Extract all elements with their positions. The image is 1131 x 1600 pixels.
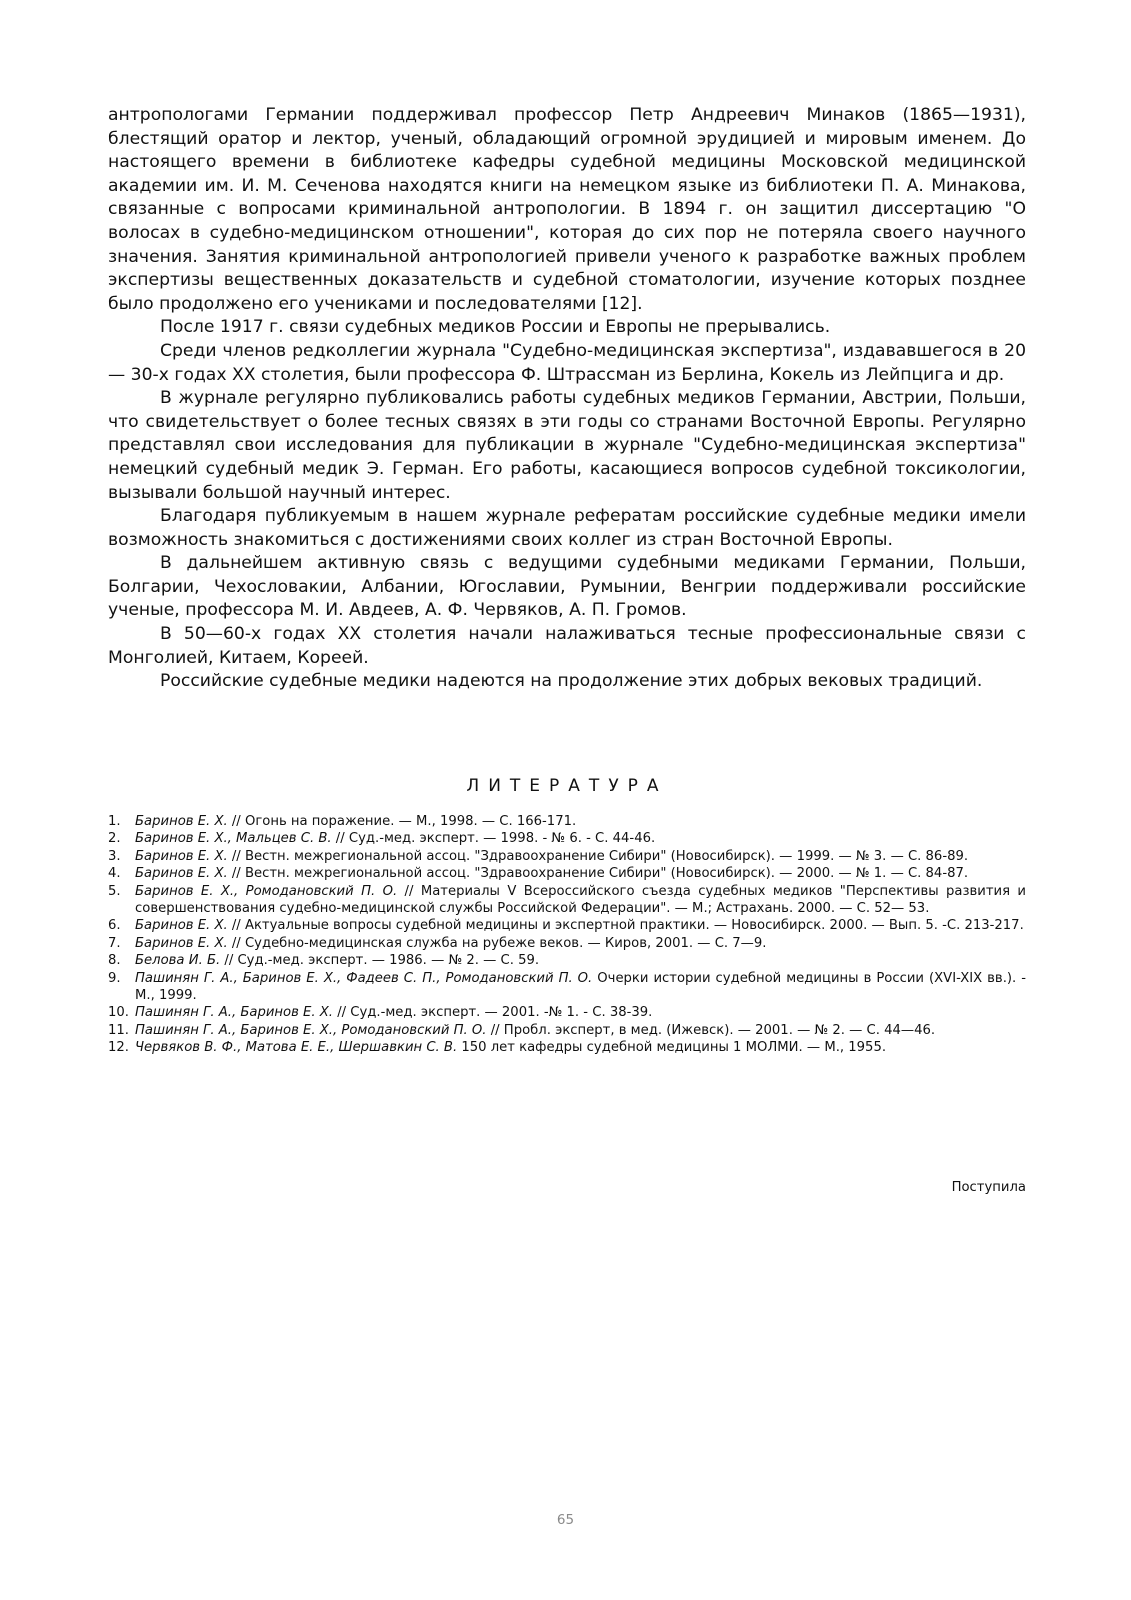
reference-item [108,1022,1026,1039]
reference-text: // Пробл. эксперт, в мед. (Ижевск). — 2001. — № 2. — С. 44—46. [486,1022,936,1038]
reference-text: // Материалы V Всероссийского съезда судебных медиков "Перспективы развития и совершенствования судебно-медицинской службы Российской Федерации". — М.; Астрахань. 2000. — С. 52— 53. [135,883,1026,917]
paragraph: Благодаря публикуемым в нашем журнале рефератам российские судебные медики имели возможность знакомиться с достижениями своих коллег из стран Восточной Европы. [108,506,1026,550]
reference-item [108,935,1026,952]
references-list [108,813,1026,1057]
reference-text: // Суд.-мед. эксперт. — 1986. — № 2. — С. 59. [220,953,540,969]
page-number: 65 [556,1512,575,1528]
paragraph: В журнале регулярно публиковались работы судебных медиков Германии, Австрии, Польши, что свидетельствует о более тесных связях в эти годы со странами Восточной Европы. Регулярно представлял свои исследования для публикации в журнале "Судебно-медицинская экспертиза" немецкий судебный медик Э. Герман. Его работы, касающиеся вопросов судебной токсикологии, вызывали большой научный интерес. [108,388,1026,503]
reference-text: 150 лет кафедры судебной медицины 1 МОЛМИ. — М., 1955. [457,1040,887,1056]
reference-item [108,813,1026,830]
reference-authors: Баринов Е. Х. [135,866,228,882]
reference-item [108,1039,1026,1056]
reference-authors: Пашинян Г. А., Баринов Е. Х. [135,1005,333,1021]
reference-authors: Баринов Е. Х. [135,848,228,864]
reference-number: 12. [108,1040,129,1056]
reference-number: 7. [108,935,121,951]
paragraph: Российские судебные медики надеются на продолжение этих добрых вековых традиций. [160,671,983,692]
reference-number: 5. [108,883,121,899]
reference-item [108,830,1026,847]
reference-number: 6. [108,918,121,934]
reference-authors: Червяков В. Ф., Матова Е. Е., Шершавкин С. В. [135,1040,458,1056]
reference-authors: Баринов Е. Х. [135,935,228,951]
reference-item [108,848,1026,865]
reference-authors: Баринов Е. Х., Ромодановский П. О. [135,883,398,899]
reference-item [108,917,1026,934]
reference-item [108,865,1026,882]
paragraph: В дальнейшем активную связь с ведущими судебными медиками Германии, Польши, Болгарии, Чехословакии, Албании, Югославии, Румынии, Венгрии поддерживали российские ученые, профессора М. И. Авдеев, А. Ф. Червяков, А. П. Громов. [108,553,1026,621]
reference-number: 10. [108,1005,129,1021]
reference-number: 8. [108,953,121,969]
reference-item [108,883,1026,918]
paragraph: После 1917 г. связи судебных медиков России и Европы не прерывались. [160,317,831,338]
reference-number: 9. [108,970,121,986]
reference-item [108,1004,1026,1021]
reference-authors: Баринов Е. Х., Мальцев С. В. [135,831,332,847]
reference-text: // Вестн. межрегиональной ассоц. "Здравоохранение Сибири" (Новосибирск). — 1999. — № 3. — С. 86-89. [227,848,969,864]
reference-text: Очерки истории судебной медицины в России (XVI-XIX вв.). - М., 1999. [135,970,1026,1004]
received-label: Поступила [951,1180,1026,1195]
reference-number: 4. [108,866,121,882]
reference-text: // Вестн. межрегиональной ассоц. "Здравоохранение Сибири" (Новосибирск). — 2000. — № 1. — С. 84-87. [227,866,969,882]
reference-authors: Баринов Е. Х. [135,918,228,934]
reference-item [108,970,1026,1005]
references-heading: ЛИТЕРАТУРА [466,776,668,796]
reference-item [108,952,1026,969]
article-body [108,104,1026,694]
reference-authors: Пашинян Г. А., Баринов Е. Х., Ромодановский П. О. [135,1022,487,1038]
reference-text: // Актуальные вопросы судебной медицины и экспертной практики. — Новосибирск. 2000. — Вып. 5. -С. 213-217. [227,918,1024,934]
reference-authors: Белова И. Б. [135,953,221,969]
reference-authors: Баринов Е. Х. [135,814,228,829]
paragraph: В 50—60-х годах XX столетия начали налаживаться тесные профессиональные связи с Монголией, Китаем, Кореей. [108,624,1026,668]
reference-text: // Суд.-мед. эксперт. — 1998. - № 6. - С. 44-46. [331,831,656,847]
reference-text: // Судебно-медицинская служба на рубеже веков. — Киров, 2001. — С. 7—9. [227,935,767,951]
reference-number: 2. [108,831,121,847]
reference-text: // Огонь на поражение. — М., 1998. — С. 166-171. [227,814,577,829]
paragraph: антропологами Германии поддерживал профессор Петр Андреевич Минаков (1865—1931), блестящий оратор и лектор, ученый, обладающий огромной эрудицией и мировым именем. До настоящего времени в библиотеке кафедры судебной медицины Московской медицинской академии им. И. М. Сеченова находятся книги на немецком языке из библиотеки П. А. Минакова, связанные с вопросами криминальной антропологии. В 1894 г. он защитил диссертацию "О волосах в судебно-медицинском отношении", которая до сих пор не потеряла своего научного значения. Занятия криминальной антропологией привели ученого к разработке важных проблем экспертизы вещественных доказательств и судебной стоматологии, изучение которых позднее было продолжено его учениками и последователями [12]. [108,105,1026,314]
reference-number: 1. [108,814,121,829]
reference-number: 11. [108,1022,129,1038]
reference-authors: Пашинян Г. А., Баринов Е. Х., Фадеев С. П., Ромодановский П. О. [135,970,593,986]
paragraph: Среди членов редколлегии журнала "Судебно-медицинская экспертиза", издававшегося в 20— 30-х годах XX столетия, были профессора Ф. Штрассман из Берлина, Кокель из Лейпцига и др. [108,340,1026,385]
reference-text: // Суд.-мед. эксперт. — 2001. -№ 1. - С. 38-39. [333,1005,653,1021]
reference-number: 3. [108,848,121,864]
